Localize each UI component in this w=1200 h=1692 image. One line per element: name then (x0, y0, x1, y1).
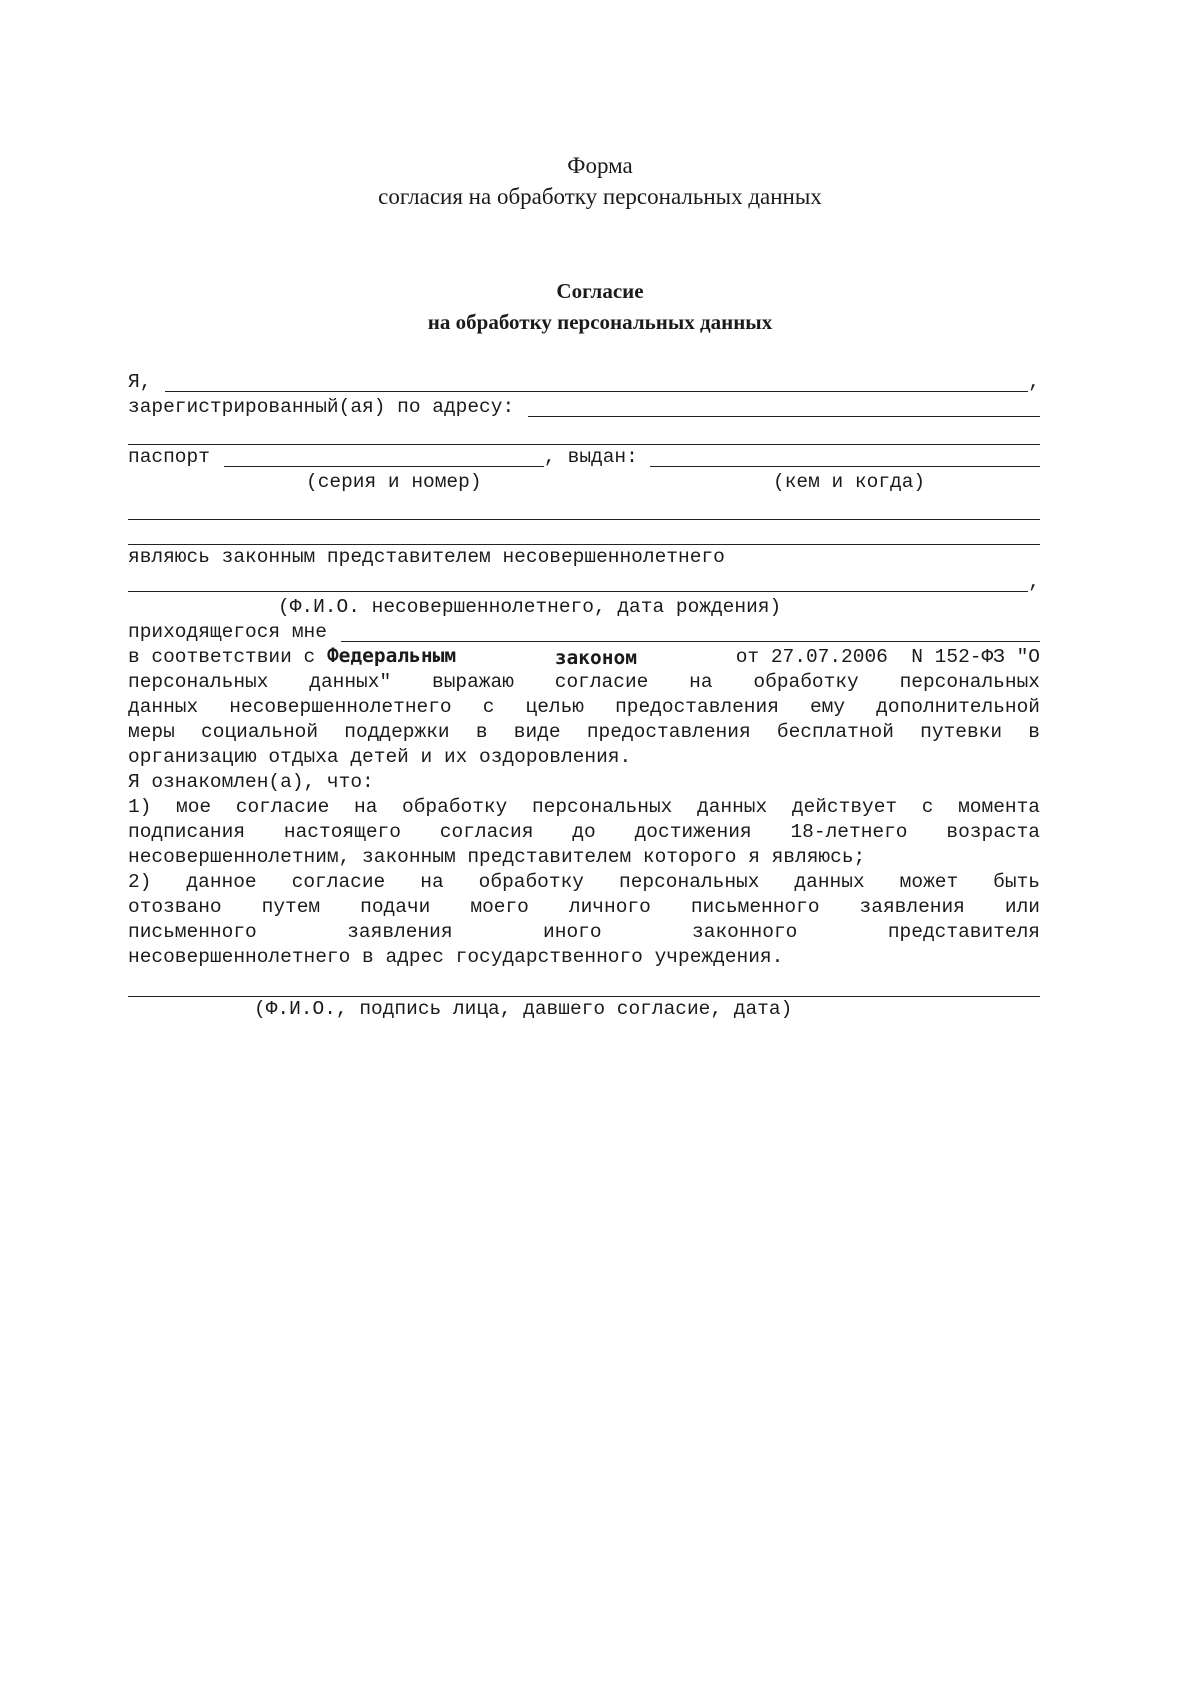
issued-by-field[interactable] (650, 447, 1040, 467)
consent-form (128, 370, 1040, 970)
address-continuation-field[interactable] (128, 420, 1040, 445)
issued-continuation-field-2[interactable] (128, 520, 1040, 545)
address-field[interactable] (528, 397, 1040, 417)
header-line-1: Форма (567, 153, 633, 178)
item-2-line-3: письменного заявления иного законного представителя (128, 921, 1040, 943)
passport-row (128, 445, 1040, 470)
title-line-2: на обработку персональных данных (427, 310, 773, 334)
item-2-line-1: 2) данное согласие на обработку персональных данных может быть (128, 871, 1040, 893)
name-row (128, 370, 1040, 395)
minor-hint-row (128, 595, 1040, 620)
relation-label: приходящегося мне (128, 621, 327, 643)
relation-row (128, 620, 1040, 645)
title-line-1: Согласие (556, 279, 644, 303)
paragraph-1-line-1 (128, 645, 1040, 670)
paragraph-1-line-5: организацию отдыха детей и их оздоровления. (128, 746, 632, 768)
passport-comma: , (543, 446, 556, 468)
relation-field[interactable] (341, 622, 1040, 642)
passport-number-field[interactable] (224, 447, 544, 467)
passport-label: паспорт (128, 446, 210, 468)
item-2-line-2: отозвано путем подачи моего личного письменного заявления или (128, 896, 1040, 918)
federal-law-link[interactable]: Федеральным (326, 644, 457, 667)
minor-row (128, 570, 1040, 595)
item-1-line-1: 1) мое согласие на обработку персональных данных действует с момента (128, 796, 1040, 818)
issuer-hint: (кем и когда) (773, 471, 926, 493)
passport-hints (128, 470, 1040, 495)
p1-rest: от 27.07.2006 N 152-ФЗ "О (735, 646, 1040, 668)
document-title (0, 276, 1200, 338)
paragraph-1-line-2: персональных данных" выражаю согласие на обработку персональных (128, 671, 1040, 693)
representative-text: являюсь законным представителем несовершеннолетнего (128, 546, 725, 568)
minor-hint: (Ф.И.О. несовершеннолетнего, дата рождения) (278, 596, 782, 618)
header-line-2: согласия на обработку персональных данных (378, 184, 822, 209)
full-name-field[interactable] (165, 372, 1028, 392)
item-1-line-2: подписания настоящего согласия до достижения 18-летнего возраста (128, 821, 1040, 843)
issued-label: выдан: (567, 446, 638, 468)
item-2-line-4: несовершеннолетнего в адрес государственного учреждения. (128, 946, 784, 968)
ya-label: Я, (128, 371, 152, 393)
form-header (0, 150, 1200, 212)
address-label: зарегистрированный(ая) по адресу: (128, 396, 515, 418)
item-1-line-3: несовершеннолетним, законным представителем которого я являюсь; (128, 846, 866, 868)
minor-name-field[interactable] (128, 572, 1028, 592)
issued-continuation-field-1[interactable] (128, 495, 1040, 520)
p1-start: в соответствии с (128, 646, 316, 668)
law-link[interactable]: законом (554, 646, 637, 669)
paragraph-1-line-3: данных несовершеннолетнего с целью предоставления ему дополнительной (128, 696, 1040, 718)
paragraph-1-line-4: меры социальной поддержки в виде предоставления бесплатной путевки в (128, 721, 1040, 743)
minor-comma: , (1028, 571, 1040, 593)
name-comma: , (1028, 371, 1040, 393)
acknowledgement: Я ознакомлен(а), что: (128, 771, 374, 793)
signature-hint: (Ф.И.О., подпись лица, давшего согласие, дата) (254, 998, 793, 1020)
representative-row (128, 545, 1040, 570)
address-row (128, 395, 1040, 420)
series-number-hint: (серия и номер) (306, 471, 482, 493)
